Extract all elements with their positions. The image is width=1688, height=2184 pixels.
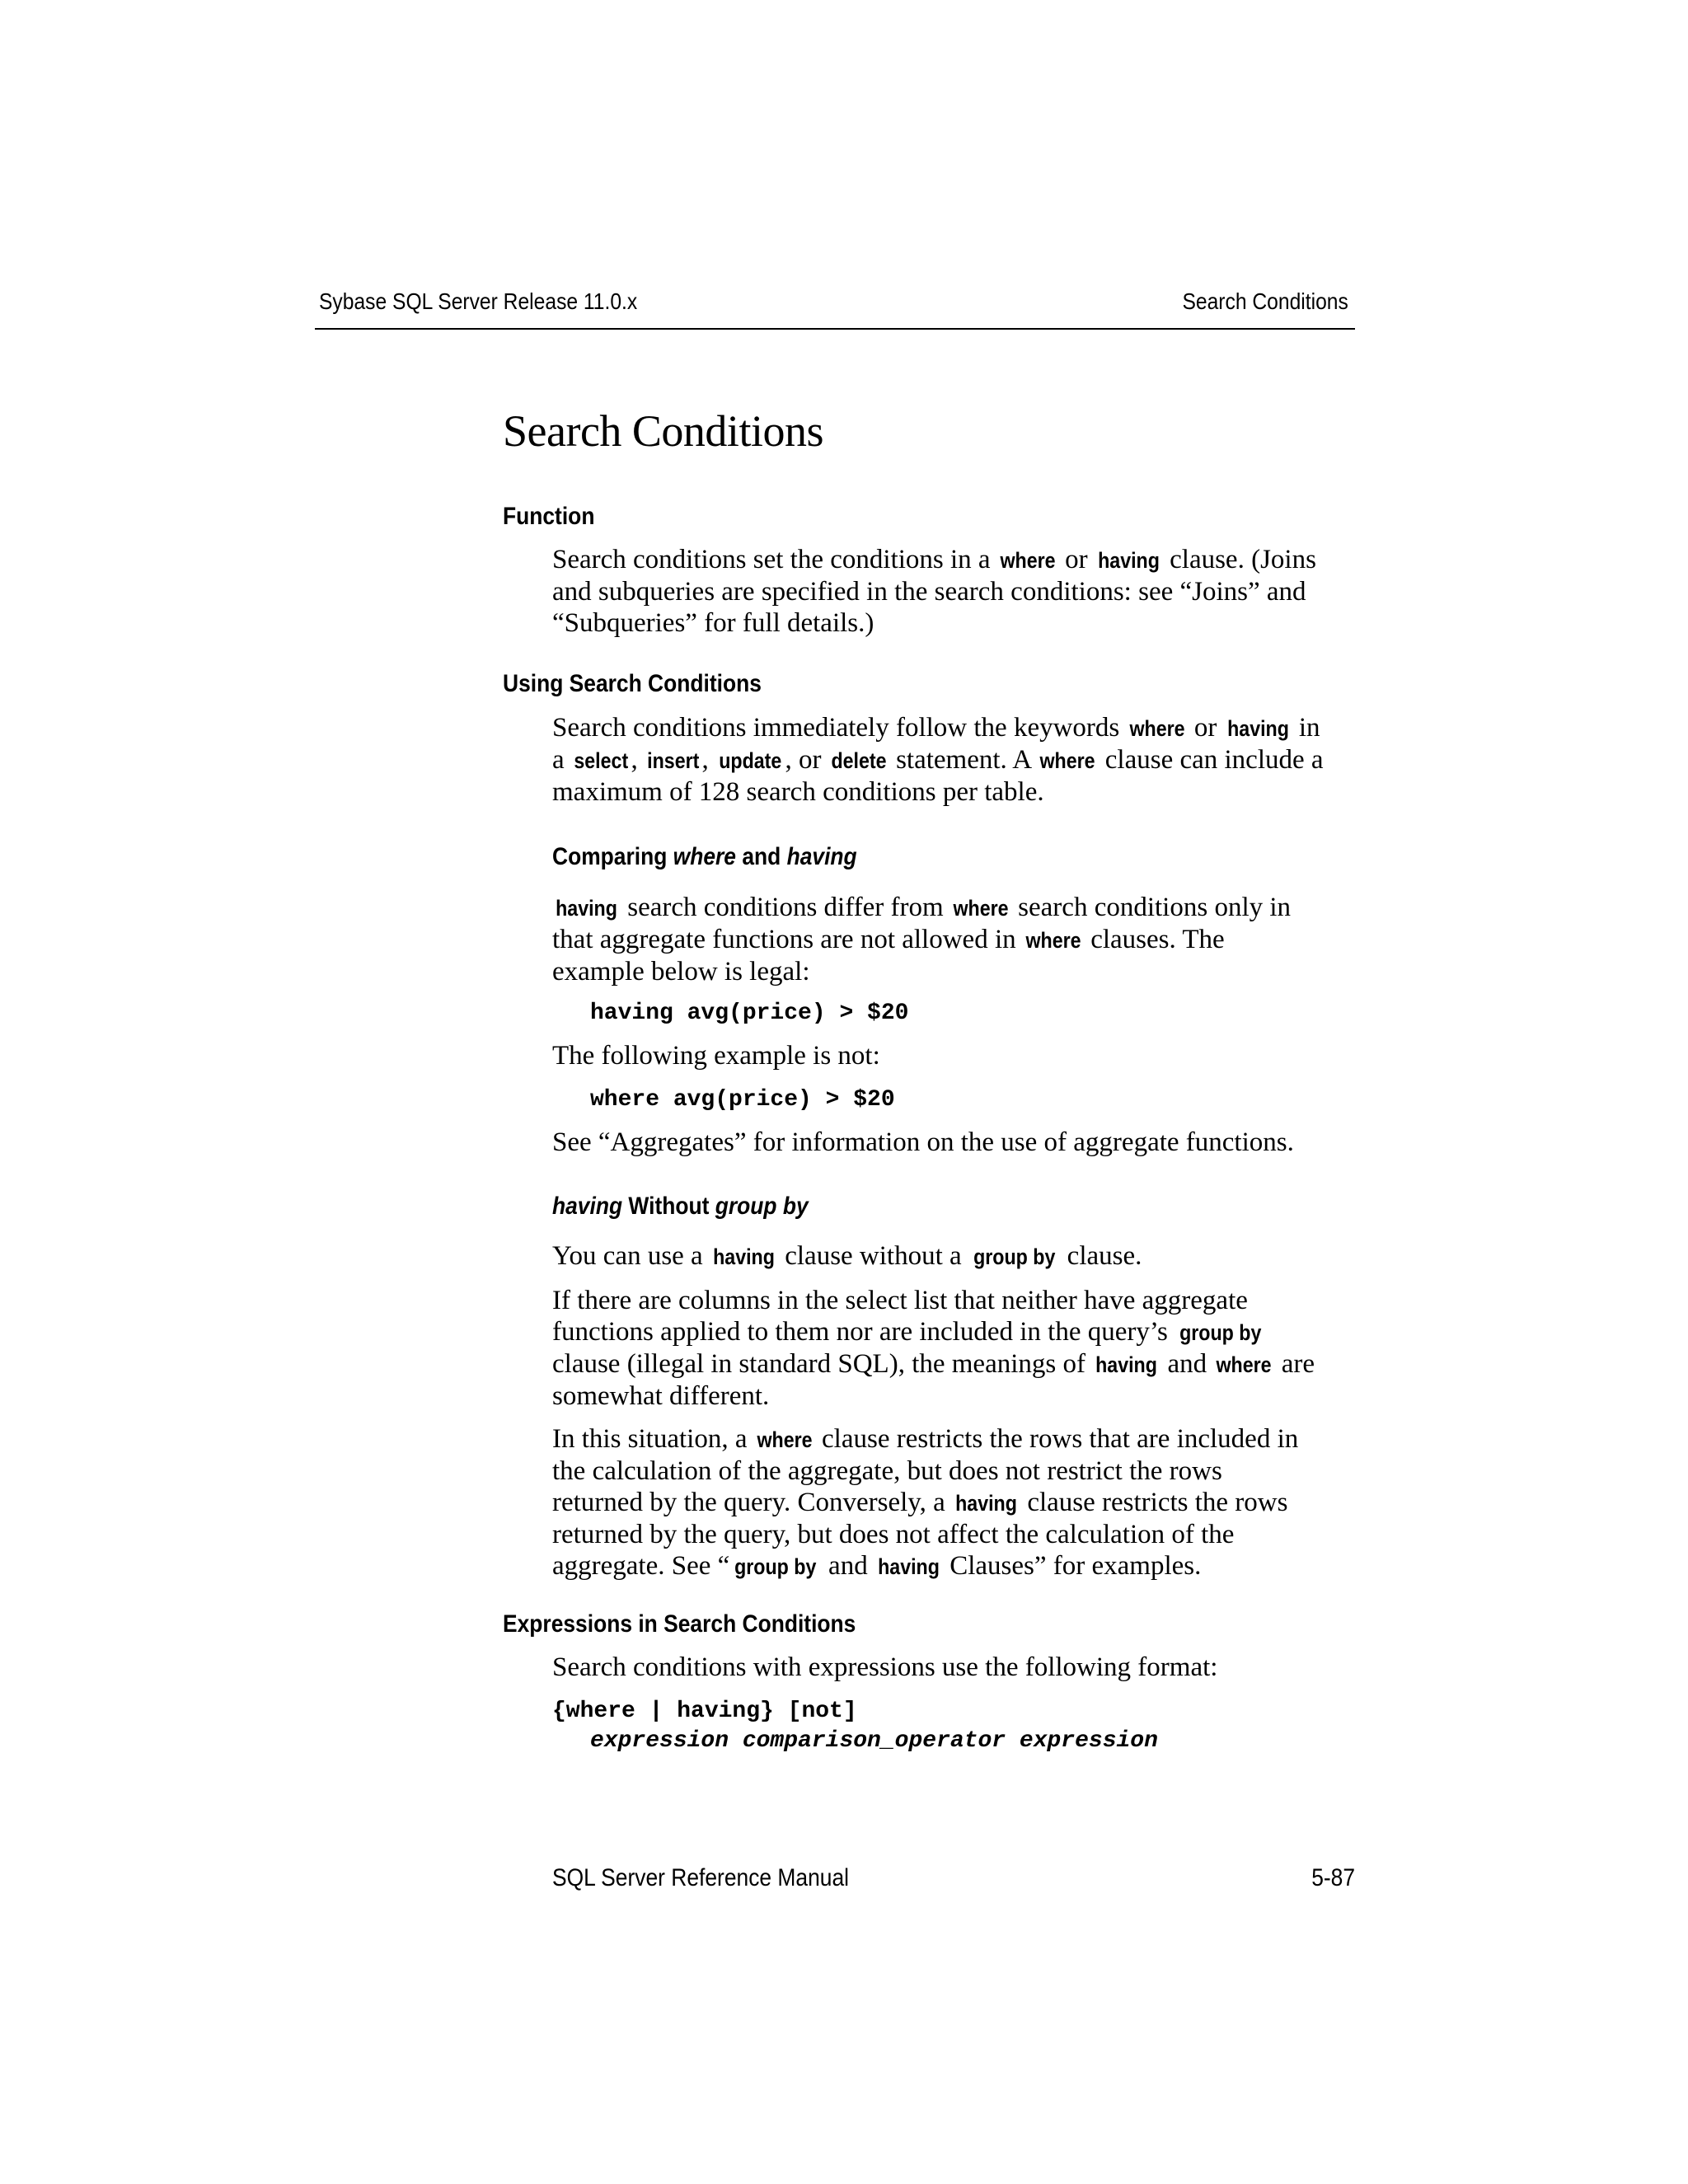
paragraph-line bbox=[552, 1487, 1360, 1519]
keyword: having bbox=[1095, 1352, 1158, 1377]
text-run: , bbox=[631, 745, 645, 775]
keyword: having bbox=[1226, 716, 1289, 741]
text-run: clause restricts the rows bbox=[1020, 1488, 1288, 1517]
paragraph-line bbox=[552, 544, 1360, 576]
text-run: Clauses” for examples. bbox=[942, 1551, 1202, 1581]
text-run: clause can include a bbox=[1098, 745, 1324, 775]
keyword: where bbox=[1216, 1352, 1272, 1377]
keyword: where bbox=[953, 896, 1009, 921]
text-run: the calculation of the aggregate, but does not restrict the rows bbox=[552, 1456, 1222, 1486]
using-paragraph bbox=[552, 712, 1360, 808]
keyword: having bbox=[1097, 548, 1160, 573]
text-run: example below is legal: bbox=[552, 957, 810, 987]
keyword: where bbox=[757, 1427, 813, 1452]
text-run: clauses. The bbox=[1083, 925, 1225, 954]
page-title: Search Conditions bbox=[503, 406, 823, 456]
text-run: , or bbox=[785, 745, 828, 775]
without-heading-text: Without bbox=[622, 1193, 715, 1220]
comparing-heading-text: Comparing bbox=[552, 843, 673, 870]
text-run: statement. A bbox=[889, 745, 1038, 775]
keyword: having bbox=[955, 1491, 1017, 1516]
page-number: 5-87 bbox=[1311, 1864, 1355, 1891]
paragraph-line bbox=[552, 744, 1360, 776]
syntax-line-1: {where | having} [not] bbox=[552, 1699, 857, 1724]
paragraph-line bbox=[552, 1423, 1360, 1455]
paragraph-line bbox=[552, 1348, 1360, 1380]
text-run: and subqueries are specified in the search conditions: see “Joins” and bbox=[552, 577, 1306, 607]
text-run: clause. bbox=[1060, 1241, 1142, 1271]
keyword: having bbox=[556, 896, 617, 921]
text-run: or bbox=[1187, 713, 1224, 743]
not-legal-line: The following example is not: bbox=[552, 1041, 880, 1071]
comparing-heading-having: having bbox=[786, 843, 857, 870]
expressions-heading: Expressions in Search Conditions bbox=[503, 1610, 856, 1638]
keyword: where bbox=[1000, 548, 1056, 573]
paragraph-line bbox=[552, 712, 1360, 744]
footer-title: SQL Server Reference Manual bbox=[552, 1864, 850, 1891]
paragraph-line bbox=[552, 776, 1360, 808]
paragraph-line bbox=[552, 956, 1360, 987]
text-run: If there are columns in the select list that neither have aggregate bbox=[552, 1286, 1248, 1315]
comparing-heading-and: and bbox=[735, 843, 787, 870]
paragraph-line bbox=[552, 924, 1360, 956]
code-example-illegal: where avg(price) > $20 bbox=[590, 1087, 895, 1113]
without-heading-having: having bbox=[552, 1193, 623, 1220]
keyword: where bbox=[1039, 748, 1096, 773]
expressions-line: Search conditions with expressions use the following format: bbox=[552, 1652, 1218, 1682]
keyword: group by bbox=[1179, 1320, 1262, 1345]
text-run: and bbox=[821, 1551, 874, 1581]
keyword: update bbox=[719, 748, 782, 773]
text-run: search conditions differ from bbox=[621, 893, 950, 922]
without-paragraph-1 bbox=[552, 1240, 1360, 1272]
text-run: In this situation, a bbox=[552, 1424, 754, 1454]
paragraph-line bbox=[552, 1316, 1360, 1348]
text-run: Search conditions set the conditions in a bbox=[552, 545, 997, 574]
without-heading-groupby: group by bbox=[715, 1193, 809, 1220]
paragraph-line bbox=[552, 1550, 1360, 1582]
aggregates-line: See “Aggregates” for information on the use of aggregate functions. bbox=[552, 1127, 1294, 1157]
text-run: and bbox=[1160, 1349, 1214, 1379]
paragraph-line bbox=[552, 1285, 1360, 1316]
keyword: delete bbox=[831, 748, 887, 773]
header-left: Sybase SQL Server Release 11.0.x bbox=[319, 288, 638, 314]
text-run: clause restricts the rows that are included in bbox=[814, 1424, 1299, 1454]
text-run: search conditions only in bbox=[1010, 893, 1292, 922]
text-run: aggregate. See “ bbox=[552, 1551, 730, 1581]
syntax-line-2: expression comparison_operator expression bbox=[590, 1728, 1158, 1754]
without-paragraph-3 bbox=[552, 1423, 1360, 1582]
keyword: group by bbox=[973, 1244, 1056, 1269]
text-run: returned by the query. Conversely, a bbox=[552, 1488, 953, 1517]
without-paragraph-2 bbox=[552, 1285, 1360, 1412]
text-run: a bbox=[552, 745, 571, 775]
keyword: having bbox=[713, 1244, 775, 1269]
text-run: Search conditions immediately follow the keywords bbox=[552, 713, 1127, 743]
keyword: having bbox=[878, 1554, 940, 1579]
text-run: clause without a bbox=[777, 1241, 968, 1271]
text-run: or bbox=[1057, 545, 1095, 574]
without-heading bbox=[552, 1193, 809, 1221]
text-run: functions applied to them nor are included in the query’s bbox=[552, 1317, 1175, 1347]
keyword: where bbox=[1025, 928, 1081, 953]
text-run: somewhat different. bbox=[552, 1381, 770, 1411]
function-heading: Function bbox=[503, 503, 595, 530]
keyword: select bbox=[574, 748, 629, 773]
text-run: , bbox=[701, 745, 715, 775]
comparing-heading-where: where bbox=[673, 843, 736, 870]
text-run: maximum of 128 search conditions per table. bbox=[552, 777, 1044, 807]
text-run: “Subqueries” for full details.) bbox=[552, 608, 874, 638]
code-example-legal: having avg(price) > $20 bbox=[590, 1001, 909, 1026]
using-heading: Using Search Conditions bbox=[503, 670, 762, 697]
paragraph-line bbox=[552, 607, 1360, 639]
keyword: group by bbox=[734, 1554, 817, 1579]
text-run: are bbox=[1274, 1349, 1315, 1379]
text-run: returned by the query, but does not affect the calculation of the bbox=[552, 1520, 1235, 1549]
text-run: clause. (Joins bbox=[1162, 545, 1316, 574]
comparing-paragraph bbox=[552, 892, 1360, 987]
paragraph-line bbox=[552, 1519, 1360, 1550]
paragraph-line bbox=[552, 576, 1360, 607]
comparing-heading bbox=[552, 843, 857, 871]
paragraph-line bbox=[552, 892, 1360, 924]
text-run: clause (illegal in standard SQL), the meanings of bbox=[552, 1349, 1093, 1379]
running-header bbox=[315, 288, 1355, 330]
expressions-paragraph bbox=[552, 1652, 1360, 1683]
paragraph-line bbox=[552, 1455, 1360, 1487]
paragraph-line bbox=[552, 1240, 1360, 1272]
text-run: You can use a bbox=[552, 1241, 710, 1271]
function-paragraph bbox=[552, 544, 1360, 639]
aggregates-reference bbox=[552, 1127, 1360, 1158]
text-run: in bbox=[1292, 713, 1320, 743]
paragraph-line bbox=[552, 1380, 1360, 1412]
header-right: Search Conditions bbox=[1182, 288, 1348, 314]
keyword: where bbox=[1128, 716, 1185, 741]
keyword: insert bbox=[647, 748, 700, 773]
text-run: that aggregate functions are not allowed in bbox=[552, 925, 1023, 954]
not-legal-text bbox=[552, 1040, 1360, 1071]
